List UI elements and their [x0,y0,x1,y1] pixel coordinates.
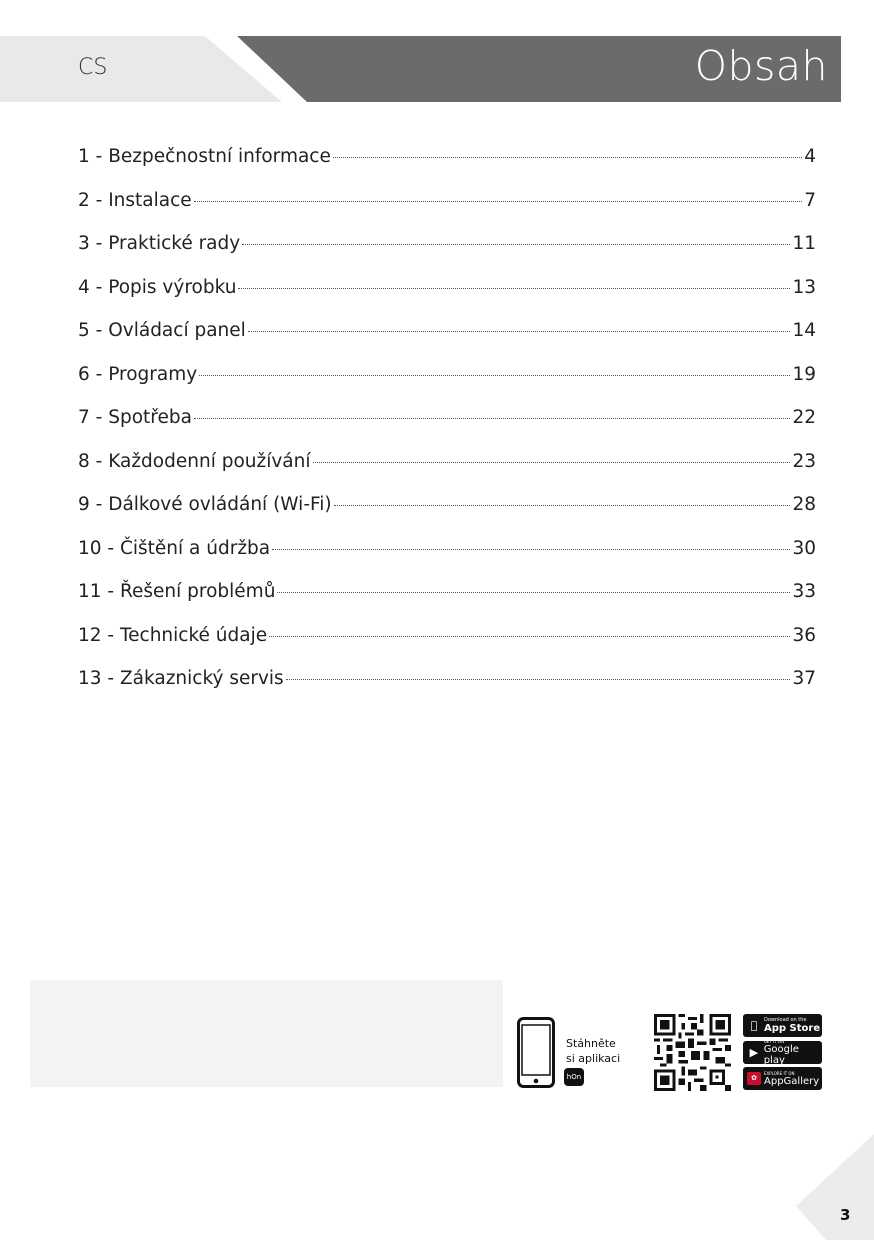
toc-label: 6 - Programy [78,363,198,385]
toc-page: 19 [792,363,816,385]
app-store-name: App Store [764,1023,821,1034]
page-title: Obsah [694,42,828,90]
appgallery-name: AppGallery [764,1075,820,1087]
toc-entry[interactable] [78,581,816,625]
download-line-1: Stáhněte [566,1037,616,1050]
download-app-text [566,1036,620,1066]
dot-leader [199,375,790,376]
download-line-2: si aplikaci [566,1052,621,1065]
toc-page: 7 [804,189,816,211]
toc-label: 2 - Instalace [78,189,192,211]
toc-page: 30 [792,537,816,559]
dot-leader [269,636,790,637]
toc-entry[interactable] [78,146,816,190]
toc-label: 5 - Ovládací panel [78,320,246,341]
app-store-small-text: Download on the [764,1017,807,1023]
toc-label: 11 - Řešení problémů [78,581,276,602]
toc-entry[interactable] [78,190,816,234]
dot-leader [333,157,802,158]
dot-leader [242,244,790,245]
blank-panel [30,980,503,1087]
google-play-name: Google play [763,1044,799,1066]
toc-page: 4 [804,146,816,167]
toc-page: 23 [792,450,816,472]
toc-label: 8 - Každodenní používání [78,450,311,472]
toc-entry[interactable] [78,625,816,669]
toc-label: 9 - Dálkové ovládání (Wi-Fi) [78,494,332,515]
language-tab [0,36,282,102]
toc-entry[interactable] [78,451,816,495]
google-play-small-text: GET IT ON [763,1039,785,1044]
dot-leader [313,462,791,463]
appgallery-button[interactable] [743,1067,822,1090]
toc-entry[interactable] [78,668,816,712]
toc-label: 12 - Technické údaje [78,624,268,646]
dot-leader [277,592,790,593]
toc-page: 33 [792,581,816,602]
qr-code[interactable] [654,1014,731,1091]
apple-icon [747,1019,761,1032]
language-code: CS [78,55,108,80]
toc-label: 3 - Praktické rady [78,233,241,254]
toc-entry[interactable] [78,233,816,277]
google-play-button[interactable] [743,1041,822,1064]
toc-page: 36 [792,624,816,646]
toc-entry[interactable] [78,494,816,538]
app-store-button[interactable] [743,1014,822,1037]
dot-leader [238,288,790,289]
toc-label: 13 - Zákaznický servis [78,668,284,689]
toc-page: 11 [792,233,816,254]
toc-page: 28 [792,494,816,515]
toc-label: 1 - Bezpečnostní informace [78,146,331,167]
toc-entry[interactable] [78,407,816,451]
dot-leader [286,679,791,680]
table-of-contents [78,146,816,712]
dot-leader [194,418,791,419]
google-play-icon: ▶ [749,1046,759,1059]
huawei-icon: ✿ [747,1072,761,1085]
dot-leader [272,549,790,550]
dot-leader [334,505,791,506]
toc-page: 37 [792,668,816,689]
toc-entry[interactable] [78,538,816,582]
toc-entry[interactable] [78,277,816,321]
dot-leader [248,331,791,332]
page-corner [796,1134,874,1240]
appgallery-small-text: EXPLORE IT ON [764,1070,795,1076]
dot-leader [194,201,803,202]
page-number: 3 [840,1206,851,1224]
toc-page: 13 [792,276,816,298]
smartphone-icon [517,1017,555,1088]
toc-label: 4 - Popis výrobku [78,276,237,298]
toc-label: 7 - Spotřeba [78,407,192,428]
toc-entry[interactable] [78,320,816,364]
toc-label: 10 - Čištění a údržba [78,537,271,559]
hon-app-badge: hOn [564,1068,584,1086]
toc-page: 14 [792,320,816,341]
toc-entry[interactable] [78,364,816,408]
toc-page: 22 [792,407,816,428]
